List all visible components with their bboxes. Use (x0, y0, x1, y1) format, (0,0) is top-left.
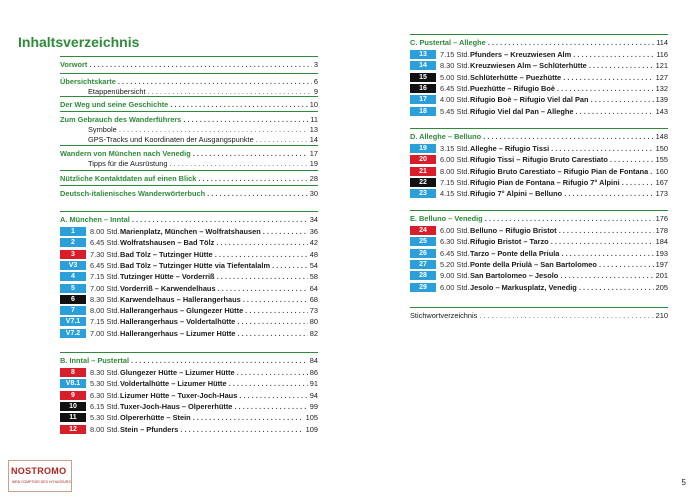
stage-duration: 9.00 Std. (440, 271, 470, 281)
toc-label: Rifugio Viel dal Pan – Alleghe . . . (470, 106, 654, 117)
stage-badge: 28 (410, 271, 436, 280)
stage-duration: 7.15 Std. (90, 317, 120, 327)
toc-label: Pfunders – Kreuzwiesen Alm . . . (470, 49, 654, 60)
toc-label: Etappenübersicht . . . (60, 86, 312, 97)
stage-duration: 6.00 Std. (440, 155, 470, 165)
toc-label: Schlüterhütte – Puezhütte . . . (470, 72, 654, 83)
toc-label: Ponte della Priulà – San Bartolomeo . . . (470, 259, 654, 270)
toc-page: 210 (655, 311, 668, 320)
toc-page: 178 (655, 226, 668, 235)
stage-badge: 10 (60, 402, 86, 411)
toc-stage-row (60, 294, 318, 305)
stage-duration: 5.30 Std. (90, 379, 120, 389)
stage-badge: 3 (60, 250, 86, 259)
toc-label: Rifugio Tissi – Rifugio Bruto Carestiato . . . (470, 154, 654, 165)
stage-duration: 7.15 Std. (90, 272, 120, 282)
toc-stage-row (60, 367, 318, 378)
toc-page: 86 (309, 368, 318, 377)
toc-stage-row (60, 412, 318, 423)
toc-page: 109 (305, 424, 318, 434)
toc-label: Rifugio 7° Alpini – Belluno . . . (470, 188, 654, 199)
toc-label: Hallerangerhaus – Voldertalhütte . . . (120, 316, 308, 327)
stage-badge: 20 (410, 155, 436, 164)
toc-label: Lizumer Hütte – Tuxer-Joch-Haus . . . (120, 390, 308, 401)
stage-badge: V7.1 (60, 317, 86, 326)
toc-label: Bad Tölz – Tutzinger Hütte via Tiefentalalm . . . (120, 260, 308, 271)
toc-row (60, 188, 318, 199)
toc-stage-row (410, 270, 668, 281)
stage-badge: 27 (410, 260, 436, 269)
section-rule (60, 56, 318, 57)
toc-page: 193 (655, 248, 668, 258)
stage-badge: 7 (60, 306, 86, 315)
toc-page: 143 (655, 106, 668, 116)
section-rule (60, 145, 318, 146)
toc-label: D. Alleghe – Belluno . . . (410, 131, 654, 142)
toc-page: 127 (655, 72, 668, 82)
toc-stage-row (410, 154, 668, 165)
stage-badge: 19 (410, 144, 436, 153)
stage-duration: 6.45 Std. (440, 83, 470, 93)
toc-page: 19 (309, 159, 318, 168)
toc-label: Olpererhütte – Stein . . . (120, 412, 304, 423)
toc-page: 155 (655, 155, 668, 165)
toc-label: Hallerangerhaus – Glungezer Hütte . . . (120, 305, 308, 316)
stage-badge: 8 (60, 368, 86, 377)
toc-label: Stein – Pfunders . . . (120, 424, 304, 435)
toc-row (410, 213, 668, 224)
toc-stage-row (60, 305, 318, 316)
toc-stage-row (410, 72, 668, 83)
section-rule (60, 111, 318, 112)
toc-stage-row (410, 236, 668, 247)
toc-label: Puezhütte – Rifugio Boè . . . (470, 83, 654, 94)
toc-page: 82 (309, 328, 318, 338)
section-rule (410, 128, 668, 129)
toc-page: 73 (309, 306, 318, 316)
stage-badge: V3 (60, 261, 86, 270)
toc-label: Rifugio Boè – Rifugio Viel dal Pan . . . (470, 94, 654, 105)
toc-page: 64 (309, 283, 318, 293)
stage-duration: 8.30 Std. (440, 61, 470, 71)
toc-label: Rifugio Bruto Carestiato – Rifugio Pian de Fontana . . . (470, 166, 654, 177)
stage-badge: V7.2 (60, 329, 86, 338)
toc-label: A. München – Inntal . . . (60, 214, 308, 225)
toc-label: Bad Tölz – Tutzinger Hütte . . . (120, 249, 308, 260)
toc-stage-row (410, 177, 668, 188)
stage-badge: 6 (60, 295, 86, 304)
toc-row (410, 131, 668, 142)
toc-page: 6 (313, 77, 318, 86)
toc-page: 10 (309, 100, 318, 109)
stage-duration: 4.00 Std. (440, 95, 470, 105)
stage-duration: 8.30 Std. (90, 294, 120, 304)
stage-duration: 7.15 Std. (440, 50, 470, 59)
toc-label: Der Weg und seine Geschichte . . . (60, 99, 308, 110)
stage-badge: 17 (410, 95, 436, 104)
stage-duration: 6.30 Std. (440, 237, 470, 247)
toc-label: Wolfratshausen – Bad Tölz . . . (120, 237, 308, 248)
stage-badge: 5 (60, 284, 86, 293)
toc-row (410, 310, 668, 321)
toc-page: 54 (309, 260, 318, 270)
toc-page: 58 (309, 272, 318, 282)
toc-label: Tipps für die Ausrüstung . . . (60, 158, 308, 169)
stage-duration: 3.15 Std. (440, 144, 470, 153)
toc-page: 11 (310, 115, 318, 124)
section-rule (60, 73, 318, 74)
stage-badge: 26 (410, 249, 436, 258)
stage-duration: 8.30 Std. (90, 368, 120, 377)
toc-page: 48 (309, 249, 318, 259)
toc-stage-row (410, 225, 668, 236)
toc-page: 91 (309, 379, 318, 389)
toc-stage-row (410, 166, 668, 177)
toc-label: Übersichtskarte . . . (60, 76, 312, 87)
toc-page: 84 (309, 356, 318, 365)
toc-stage-row (410, 94, 668, 105)
toc-row (60, 134, 318, 145)
toc-stage-row (60, 316, 318, 327)
toc-label: Glungezer Hütte – Lizumer Hütte . . . (120, 367, 308, 378)
stage-badge: 12 (60, 425, 86, 434)
toc-page: 28 (309, 174, 318, 183)
toc-label: Tuxer-Joch-Haus – Olpererhütte . . . (120, 401, 308, 412)
toc-page: 197 (655, 259, 668, 269)
stage-badge: 9 (60, 391, 86, 400)
stage-badge: 1 (60, 227, 86, 236)
toc-page: 3 (313, 60, 318, 69)
stage-duration: 6.45 Std. (90, 260, 120, 270)
toc-stage-row (410, 60, 668, 71)
toc-label: C. Pustertal – Alleghe . . . (410, 37, 654, 48)
toc-page: 13 (309, 125, 318, 134)
section-rule (410, 210, 668, 211)
stage-badge: 25 (410, 237, 436, 246)
stage-badge: 15 (410, 73, 436, 82)
stage-badge: 13 (410, 50, 436, 59)
stage-badge: 29 (410, 283, 436, 292)
toc-stage-row (60, 249, 318, 260)
section-rule (60, 185, 318, 186)
toc-label: Zum Gebrauch des Wanderführers . . . (60, 114, 308, 125)
toc-stage-row (60, 401, 318, 412)
toc-stage-row (410, 282, 668, 293)
stage-duration: 8.00 Std. (440, 166, 470, 176)
nostromo-logo (8, 460, 72, 492)
toc-page: 132 (655, 83, 668, 93)
stage-badge: V8.1 (60, 379, 86, 388)
stage-badge: 18 (410, 107, 436, 116)
stage-badge: 21 (410, 167, 436, 176)
stage-duration: 5.20 Std. (440, 259, 470, 269)
toc-row (60, 99, 318, 110)
toc-page: 80 (309, 317, 318, 327)
stage-badge: 16 (410, 84, 436, 93)
toc-label: Rifugio Bristot – Tarzo . . . (470, 236, 654, 247)
section-rule (410, 307, 668, 308)
toc-label: Vorwort . . . (60, 59, 312, 70)
stage-badge: 2 (60, 238, 86, 247)
stage-badge: 11 (60, 413, 86, 422)
stage-duration: 7.00 Std. (90, 328, 120, 338)
toc-label: GPS-Tracks und Koordinaten der Ausgangspunkte . . . (60, 134, 308, 145)
toc-stage-row (60, 226, 318, 237)
toc-page: 114 (656, 38, 668, 47)
stage-duration: 7.30 Std. (90, 249, 120, 259)
toc-row (60, 158, 318, 169)
stage-duration: 6.15 Std. (90, 401, 120, 411)
toc-page: 167 (655, 177, 668, 187)
toc-page: 173 (655, 189, 668, 199)
logo-subtext: WEB COMPTOIR DES VOYAGEURS (12, 480, 71, 484)
stage-duration: 4.15 Std. (440, 189, 470, 199)
toc-page: 14 (309, 135, 318, 144)
toc-stage-row (410, 188, 668, 199)
section-rule (60, 170, 318, 171)
toc-label: Tarzo – Ponte della Priula . . . (470, 248, 654, 259)
toc-page: 30 (309, 189, 318, 198)
toc-label: Stichwortverzeichnis . . . (410, 310, 654, 321)
toc-row (410, 37, 668, 48)
toc-page: 9 (313, 87, 318, 96)
toc-stage-row (60, 283, 318, 294)
toc-stage-row (410, 49, 668, 60)
stage-duration: 5.45 Std. (440, 106, 470, 116)
toc-label: Alleghe – Rifugio Tissi . . . (470, 143, 654, 154)
toc-label: San Bartolomeo – Jesolo . . . (470, 270, 654, 281)
toc-stage-row (60, 378, 318, 389)
toc-page: 17 (309, 149, 318, 158)
toc-label: Karwendelhaus – Hallerangerhaus . . . (120, 294, 308, 305)
toc-label: Kreuzwiesen Alm – Schlüterhütte . . . (470, 60, 654, 71)
stage-duration: 6.45 Std. (90, 238, 120, 248)
toc-stage-row (60, 271, 318, 282)
logo-text: NOSTROMO (11, 466, 67, 476)
toc-label: Rifugio Pian de Fontana – Rifugio 7° Alpini . . . (470, 177, 654, 188)
section-rule (410, 34, 668, 35)
stage-duration: 7.00 Std. (90, 283, 120, 293)
stage-duration: 6.30 Std. (90, 390, 120, 400)
toc-label: Tutzinger Hütte – Vorderriß . . . (120, 271, 308, 282)
stage-badge: 14 (410, 61, 436, 70)
toc-stage-row (60, 260, 318, 271)
toc-page: 34 (309, 215, 318, 224)
section-rule (60, 96, 318, 97)
toc-page: 184 (655, 237, 668, 247)
toc-page: 176 (655, 214, 668, 223)
toc-page: 94 (309, 390, 318, 400)
toc-row (60, 214, 318, 225)
toc-stage-row (410, 259, 668, 270)
page-title: Inhaltsverzeichnis (18, 34, 140, 50)
stage-duration: 5.30 Std. (90, 413, 120, 423)
toc-page: 68 (309, 294, 318, 304)
toc-stage-row (60, 390, 318, 401)
stage-duration: 6.00 Std. (440, 282, 470, 292)
toc-label: Symbole . . . (60, 124, 308, 135)
stage-badge: 4 (60, 272, 86, 281)
toc-label: Hallerangerhaus – Lizumer Hütte . . . (120, 328, 308, 339)
stage-badge: 22 (410, 178, 436, 187)
section-rule (60, 352, 318, 353)
toc-stage-row (60, 424, 318, 435)
toc-page: 42 (309, 238, 318, 248)
toc-page: 121 (655, 61, 668, 71)
toc-label: Belluno – Rifugio Bristot . . . (470, 225, 654, 236)
toc-row (60, 355, 318, 366)
toc-label: Deutsch-italienisches Wanderwörterbuch . . . (60, 188, 308, 199)
toc-label: Voldertalhütte – Lizumer Hütte . . . (120, 378, 308, 389)
stage-duration: 8.00 Std. (90, 306, 120, 316)
toc-page: 139 (655, 95, 668, 105)
page-number: 5 (681, 478, 686, 487)
toc-page: 160 (655, 166, 668, 176)
toc-row (60, 173, 318, 184)
toc-label: Wandern von München nach Venedig . . . (60, 148, 308, 159)
toc-stage-row (60, 328, 318, 339)
stage-duration: 8.00 Std. (90, 424, 120, 434)
stage-duration: 6.00 Std. (440, 226, 470, 235)
toc-page: 150 (655, 144, 668, 153)
stage-duration: 6.45 Std. (440, 248, 470, 258)
toc-stage-row (410, 106, 668, 117)
toc-stage-row (410, 143, 668, 154)
toc-page: 105 (305, 413, 318, 423)
toc-label: Jesolo – Markusplatz, Venedig . . . (470, 282, 654, 293)
stage-badge: 24 (410, 226, 436, 235)
toc-page: 36 (309, 227, 318, 236)
toc-stage-row (410, 248, 668, 259)
section-rule (60, 211, 318, 212)
toc-stage-row (60, 237, 318, 248)
toc-label: E. Belluno – Venedig . . . (410, 213, 654, 224)
toc-label: Vorderriß – Karwendelhaus . . . (120, 283, 308, 294)
toc-page: 205 (655, 282, 668, 292)
toc-page: 148 (655, 132, 668, 141)
toc-row (60, 59, 318, 70)
stage-duration: 5.00 Std. (440, 72, 470, 82)
toc-page: 116 (656, 50, 668, 59)
stage-badge: 23 (410, 189, 436, 198)
stage-duration: 8.00 Std. (90, 227, 120, 236)
toc-page: 201 (655, 271, 668, 281)
stage-duration: 7.15 Std. (440, 177, 470, 187)
toc-stage-row (410, 83, 668, 94)
toc-label: B. Inntal – Pustertal . . . (60, 355, 308, 366)
toc-label: Nützliche Kontaktdaten auf einen Blick . . . (60, 173, 308, 184)
toc-page: 99 (309, 401, 318, 411)
toc-label: Marienplatz, München – Wolfratshausen . . . (120, 226, 308, 237)
